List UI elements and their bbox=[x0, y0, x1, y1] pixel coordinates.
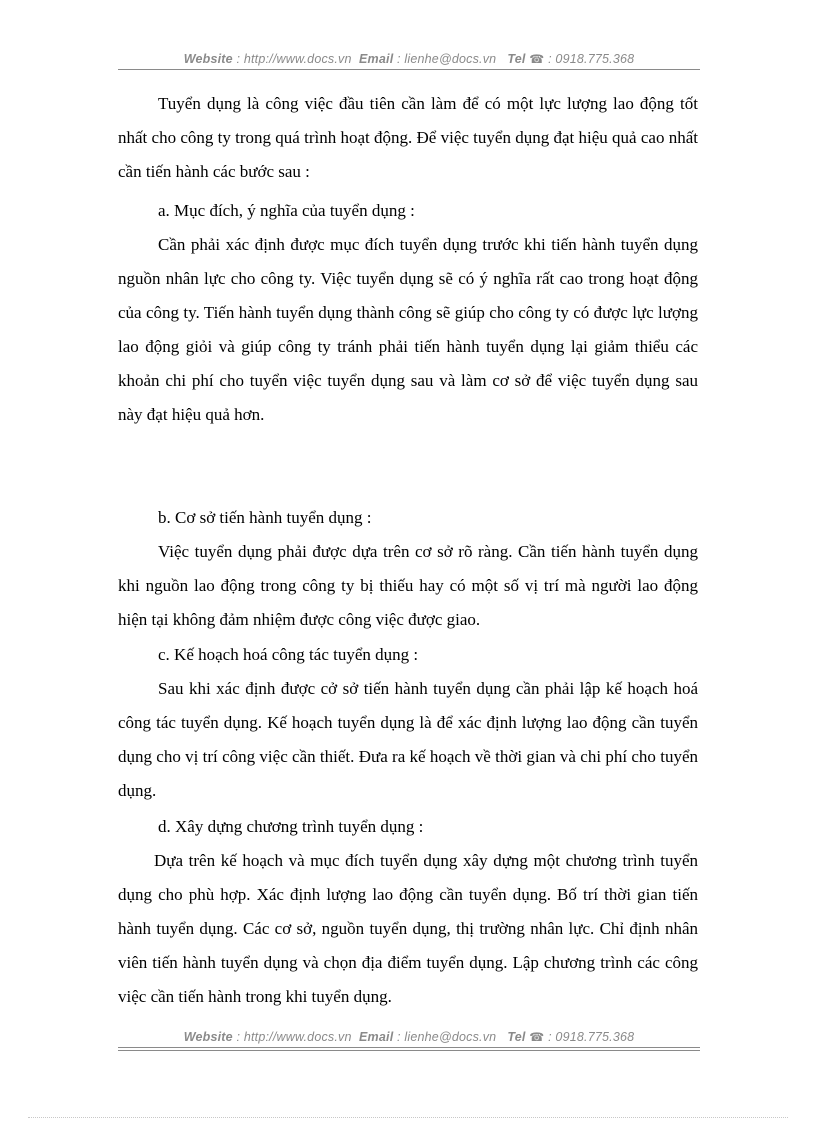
footer-email-link[interactable]: : lienhe@docs.vn bbox=[393, 1030, 497, 1044]
footer-tel-label: Tel bbox=[507, 1030, 526, 1044]
intro-paragraph: Tuyển dụng là công việc đầu tiên cần làm để có một lực lượng lao động tốt nhất cho công ty trong quá trình hoạt động. Để việc tuyển dụng đạt hiệu quả cao nhất cần tiến hành các bước sau : bbox=[118, 94, 698, 181]
section-a-title: a. Mục đích, ý nghĩa của tuyển dụng : bbox=[158, 201, 415, 220]
header-website-label: Website bbox=[183, 52, 233, 66]
page-header bbox=[118, 52, 700, 66]
footer-rule-bottom bbox=[118, 1050, 700, 1051]
header-tel-label: Tel bbox=[507, 52, 526, 66]
footer-rule-top bbox=[118, 1047, 700, 1048]
page-bottom-border bbox=[28, 1117, 788, 1118]
header-email-label: Email bbox=[359, 52, 394, 66]
phone-icon: ☎ bbox=[529, 52, 545, 66]
footer-website-label: Website bbox=[183, 1030, 233, 1044]
section-b-body: Việc tuyển dụng phải được dựa trên cơ sở rõ ràng. Cần tiến hành tuyển dụng khi nguồn lao động trong công ty bị thiếu hay có một số vị trí mà người lao động hiện tại không đảm nhiệm được công việc được giao. bbox=[118, 542, 698, 629]
section-a-body: Cần phải xác định được mục đích tuyển dụng trước khi tiến hành tuyển dụng nguồn nhân lực cho công ty. Việc tuyển dụng sẽ có ý nghĩa rất cao trong hoạt động của công ty. Tiến hành tuyển dụng thành công sẽ giúp cho công ty có được lực lượng lao động giỏi và giúp công ty tránh phải tiến hành tuyển dụng lại giảm thiểu các khoản chi phí cho tuyển việc tuyển dụng sau và làm cơ sở để việc tuyển dụng sau này đạt hiệu quả hơn. bbox=[118, 235, 698, 424]
header-tel-value: : 0918.775.368 bbox=[544, 52, 635, 66]
section-c-body: Sau khi xác định được cở sở tiến hành tuyển dụng cần phải lập kế hoạch hoá công tác tuyển dụng. Kế hoạch tuyển dụng là để xác định lượng lao động cần tuyển dụng cho vị trí công việc cần thiết. Đưa ra kế hoạch về thời gian và chi phí cho tuyển dụng. bbox=[118, 679, 698, 800]
header-email-link[interactable]: : lienhe@docs.vn bbox=[393, 52, 497, 66]
section-d-title: d. Xây dựng chương trình tuyển dụng : bbox=[158, 817, 424, 836]
header-website-link[interactable]: : http://www.docs.vn bbox=[232, 52, 352, 66]
page-footer bbox=[118, 1030, 700, 1044]
section-d-body: Dựa trên kế hoạch và mục đích tuyển dụng xây dựng một chương trình tuyển dụng cho phù hợp. Xác định lượng lao động cần tuyển dụng. Bố trí thời gian tiến hành tuyển dụng. Các cơ sở, nguồn tuyển dụng, thị trường nhân lực. Chỉ định nhân viên tiến hành tuyển dụng và chọn địa điểm tuyển dụng. Lập chương trình các công việc cần tiến hành trong khi tuyển dụng. bbox=[118, 851, 698, 1006]
phone-icon: ☎ bbox=[529, 1030, 545, 1044]
header-rule bbox=[118, 69, 700, 70]
footer-tel-value: : 0918.775.368 bbox=[544, 1030, 635, 1044]
section-b-title: b. Cơ sở tiến hành tuyển dụng : bbox=[158, 508, 372, 527]
footer-website-link[interactable]: : http://www.docs.vn bbox=[232, 1030, 352, 1044]
footer-email-label: Email bbox=[359, 1030, 394, 1044]
section-c-title: c. Kế hoạch hoá công tác tuyển dụng : bbox=[158, 645, 419, 664]
